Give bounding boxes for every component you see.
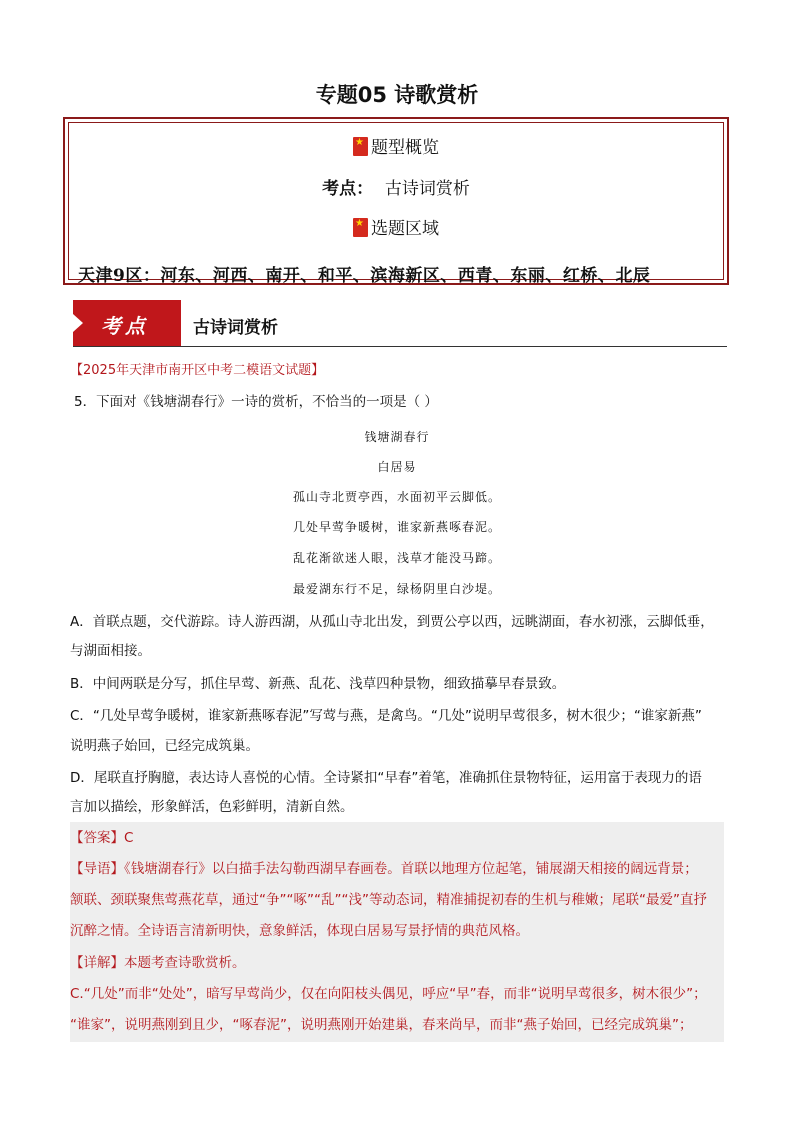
section-badge (73, 300, 181, 346)
kaodian-line (69, 174, 723, 199)
overview-box (63, 117, 729, 285)
guide-line-3: 沉醉之情。全诗语言清新明快，意象鲜活，体现白居易写景抒情的典范风格。 (70, 923, 529, 939)
section-divider (73, 346, 727, 347)
type-overview-heading (69, 133, 723, 158)
option-d-line-1: D．尾联直抒胸臆，表达诗人喜悦的心情。全诗紧扣“早春”着笔，准确抓住景物特征，运用富于表现力的语 (70, 770, 702, 786)
option-d-line-2: 言加以描绘，形象鲜活，色彩鲜明，清新自然。 (70, 799, 354, 815)
region-heading (69, 214, 723, 239)
poem-line: 几处早莺争暖树，谁家新燕啄春泥。 (292, 520, 501, 534)
section-title: 古诗词赏析 (193, 318, 278, 338)
detail-line (70, 953, 726, 973)
answer-line (70, 828, 726, 848)
poem-author: 白居易 (377, 460, 417, 474)
detail-label: 【详解】 (70, 955, 124, 971)
type-overview-label: 题型概览 (371, 138, 439, 158)
overview-inner-border (68, 122, 724, 286)
region-heading-label: 选题区域 (371, 219, 439, 239)
detail-line-1: C.“几处”而非“处处”，暗写早莺尚少，仅在向阳枝头偶见，呼应“早”春，而非“说明早莺很多，树木很少”； (70, 986, 707, 1002)
question-stem: 5．下面对《钱塘湖春行》一诗的赏析，不恰当的一项是（ ） (74, 394, 438, 410)
poem-title: 钱塘湖春行 (364, 430, 430, 444)
guide-line-2: 颔联、颈联聚焦莺燕花草，通过“争”“啄”“乱”“浅”等动态词，精准捕捉初春的生机与稚嫩；尾联“最爱”直抒 (70, 892, 707, 908)
option-a-line-1: A．首联点题，交代游踪。诗人游西湖，从孤山寺北出发，到贾公亭以西，远眺湖面，春水初涨，云脚低垂， (70, 614, 714, 630)
guide-line-1 (70, 859, 726, 879)
poem-line: 孤山寺北贾亭西，水面初平云脚低。 (292, 490, 501, 504)
guide-text-1: 《钱塘湖春行》以白描手法勾勒西湖早春画卷。首联以地理方位起笔，铺展湖天相接的阔远背景； (124, 861, 698, 877)
option-c-line-1: C．“几处早莺争暖树，谁家新燕啄春泥”写莺与燕，是禽鸟。“几处”说明早莺很多，树木很少；“谁家新燕” (70, 708, 702, 724)
poem-line: 最爱湖东行不足，绿杨阴里白沙堤。 (292, 582, 501, 596)
kaodian-value: 古诗词赏析 (384, 179, 470, 199)
page-title: 专题05 诗歌赏析 (315, 83, 479, 107)
option-c-line-2: 说明燕子始回，已经完成筑巢。 (70, 738, 259, 754)
answer-label: 【答案】 (70, 830, 124, 846)
question-source: 【2025年天津市南开区中考二模语文试题】 (70, 363, 325, 378)
detail-value: 本题考查诗歌赏析。 (124, 955, 246, 971)
poem-line: 乱花渐欲迷人眼，浅草才能没马蹄。 (292, 551, 501, 565)
kaodian-label: 考点： (322, 179, 374, 199)
guide-label: 【导语】 (70, 861, 124, 877)
flag-icon (353, 137, 368, 156)
flag-icon (353, 218, 368, 237)
answer-value: C (124, 830, 134, 846)
option-a-line-2: 与湖面相接。 (70, 643, 151, 659)
section-badge-label: 考点 (101, 314, 149, 338)
option-b: B．中间两联是分写，抓住早莺、新燕、乱花、浅草四种景物，细致描摹早春景致。 (70, 676, 566, 692)
detail-line-2: “谁家”，说明燕刚到且少，“啄春泥”，说明燕刚开始建巢，春来尚早，而非“燕子始回，已经完成筑巢”； (70, 1017, 693, 1033)
region-list: 天津9区：河东、河西、南开、和平、滨海新区、西青、东丽、红桥、北辰 (78, 266, 651, 286)
